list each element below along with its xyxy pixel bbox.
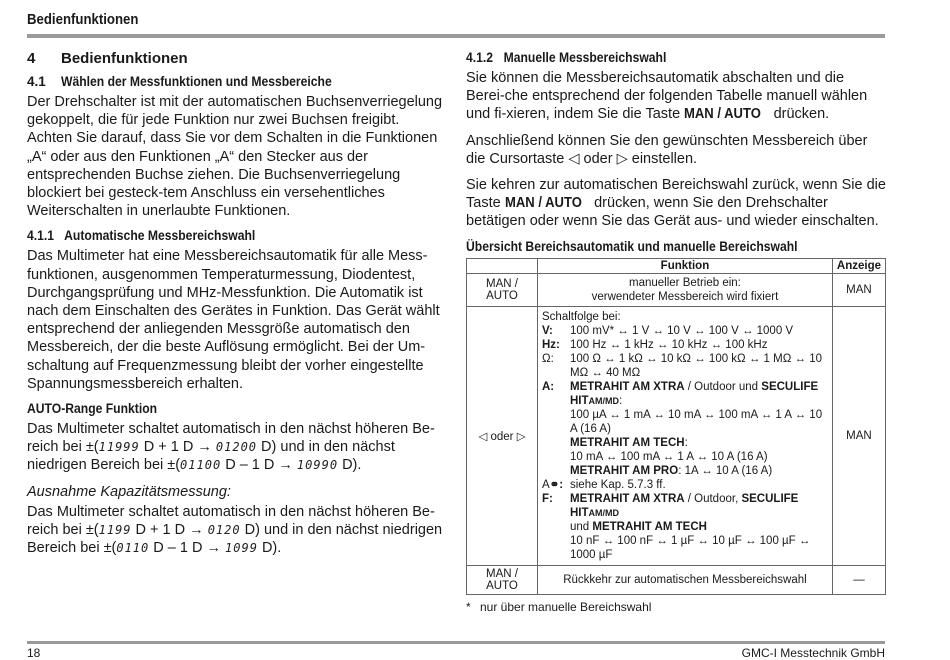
page-number: 18 xyxy=(27,646,41,660)
footer-rule xyxy=(27,641,885,644)
lcd-digits: 01200 xyxy=(215,440,258,455)
auto-range-heading: AUTO-Range Funktion xyxy=(27,401,158,417)
lcd-digits: 01100 xyxy=(180,458,222,473)
section-number: 4.1 xyxy=(27,74,46,89)
chapter-title: Bedienfunktionen xyxy=(61,50,188,67)
left-column xyxy=(27,50,447,565)
lcd-digits: 11999 xyxy=(98,440,140,455)
key-cell: ◁ oder ▷ xyxy=(467,306,538,565)
function-cell: Rückkehr zur automatischen Messbereichswahl xyxy=(538,565,833,594)
header-cell-key xyxy=(467,258,538,273)
function-cell-sequence: Schaltfolge bei: V: 100 mV* ↔ 1 V ↔ 10 V ↔ 100 V ↔ 1000 V Hz: 100 Hz ↔ 1 kHz ↔ 10 kHz ↔ 100 kHz Ω: 100 Ω ↔ 1 kΩ ↔ 10 kΩ ↔ 100 kΩ ↔ 1 MΩ ↔ 10 MΩ ↔ 40 MΩ A: METRAHIT AM XTRA / Outdoor und SECULIFE HITAM/MD: 100 µA ↔ 1 mA ↔ 10 mA ↔ 100 mA ↔ 1 A ↔ 10 A (16 A) METRAHIT AM TECH: 10 mA ↔ 100 mA ↔ 1 A ↔ 10 A (16 A) METRAHIT AM PRO: 1A ↔ 10 A (16 A) A⚭: siehe Kap. 5.7.3 ff. F: METRAHIT AM XTRA / Outdoor, SECULIFE HITAM/MD und METRAHIT AM TECH 10 nF ↔ 100 nF ↔ 1 µF ↔ 10 µF ↔ 100 µF ↔ 1000 µF xyxy=(538,306,833,565)
section-heading-4-1-2 xyxy=(466,50,886,65)
table-title: Übersicht Bereichsautomatik und manuelle Bereichswahl xyxy=(466,238,798,254)
display-cell: MAN xyxy=(832,306,885,565)
paragraph-auto-range: Das Multimeter hat eine Messbereichsautomatik für alle Mess-funktionen, ausgenommen Temperaturmessung, Diodentest, Durchgangsprüfung und MHz-Messfunktion. Die Automatik ist nach dem Einschalten des Gerätes in Funktion. Das Gerät wählt entsprechend der anliegenden Messgröße automatisch den Messbereich, der die beste Auflösung ermöglicht. Bei der Um-schaltung auf Frequenzmessung bleibt der vorher eingestellte Spannungsmessbereich erhalten. xyxy=(27,248,440,392)
section-heading-4-1-1 xyxy=(27,228,447,243)
section-title: Automatische Messbereichswahl xyxy=(64,228,256,244)
range-table xyxy=(466,258,886,595)
table-row xyxy=(467,273,886,306)
paragraph-capacitance-switch: Das Multimeter schaltet automatisch in den nächst höheren Be-reich bei ±(1199 D + 1 D → 0120 D) und in den nächst niedrigen Bereich bei ±(0110 D – 1 D → 1099 D). xyxy=(27,503,443,557)
section-title: Wählen der Messfunktionen und Messbereiche xyxy=(61,74,332,89)
function-cell: manueller Betrieb ein: verwendeter Messbereich wird fixiert xyxy=(538,273,833,306)
paragraph-socket-lock: Der Drehschalter ist mit der automatischen Buchsenverriegelung gekoppelt, die für jede Funktion nur zwei Buchsen freigibt. Achten Sie darauf, dass Sie vor dem Schalten in die Funktionen „A“ oder aus den Funktionen „A“ den Stecker aus der entsprechenden Buchse ziehen. Die Buchsenverriegelung blockiert bei gesteck-tem Anschluss ein versehentliches Weiterschalten in unerlaubte Funktionen. xyxy=(27,94,443,220)
paragraph-auto-switch: Das Multimeter schaltet automatisch in den nächst höheren Be-reich bei ±(11999 D + 1 D → 01200 D) und in den nächst niedrigen Bereich bei ±(01100 D – 1 D → 10990 D). xyxy=(27,421,435,474)
right-column xyxy=(466,50,886,614)
lcd-digits: 10990 xyxy=(296,458,339,473)
table-header-row xyxy=(467,258,886,273)
key-label: MAN / AUTO xyxy=(504,195,582,212)
footer-company: GMC-I Messtechnik GmbH xyxy=(741,646,885,660)
display-cell: MAN xyxy=(832,273,885,306)
exception-note: Ausnahme Kapazitätsmessung: xyxy=(27,483,231,500)
footnote: * nur über manuelle Bereichswahl xyxy=(466,599,652,614)
section-heading-4-1 xyxy=(27,74,447,89)
section-number: 4.1.1 xyxy=(27,228,55,244)
table-row xyxy=(467,565,886,594)
paragraph-cursor-keys: Anschließend können Sie den gewünschten Messbereich über die Cursortaste ◁ oder ▷ einstellen. xyxy=(466,132,868,167)
table-row xyxy=(467,306,886,565)
lcd-digits: 0110 xyxy=(116,541,150,556)
header-rule xyxy=(27,34,885,38)
running-header: Bedienfunktionen xyxy=(27,11,139,28)
key-label: MAN / AUTO xyxy=(684,106,762,123)
chapter-number: 4 xyxy=(27,50,36,67)
header-cell-function: Funktion xyxy=(538,258,833,273)
lcd-digits: 1099 xyxy=(225,541,258,556)
lcd-digits: 1199 xyxy=(98,523,132,538)
paragraph-manual-range: Sie können die Messbereichsautomatik abschalten und die Berei-che entsprechend der folgenden Tabelle manuell wählen und fi-xieren, indem Sie die Taste MAN / AUTO drücken. xyxy=(466,70,868,123)
section-number: 4.1.2 xyxy=(466,50,494,65)
section-title: Manuelle Messbereichswahl xyxy=(503,50,667,65)
paragraph-return-auto: Sie kehren zur automatischen Bereichswahl zurück, wenn Sie die Taste MAN / AUTO drücken, wenn Sie den Drehschalter betätigen oder wenn Sie das Gerät aus- und wieder einschalten. xyxy=(466,177,886,230)
key-cell: MAN / AUTO xyxy=(467,273,538,306)
display-cell: — xyxy=(832,565,885,594)
chapter-heading xyxy=(27,50,447,67)
clamp-icon: ⚭: xyxy=(549,478,564,491)
lcd-digits: 0120 xyxy=(207,523,241,538)
header-cell-display: Anzeige xyxy=(832,258,885,273)
key-cell: MAN / AUTO xyxy=(467,565,538,594)
